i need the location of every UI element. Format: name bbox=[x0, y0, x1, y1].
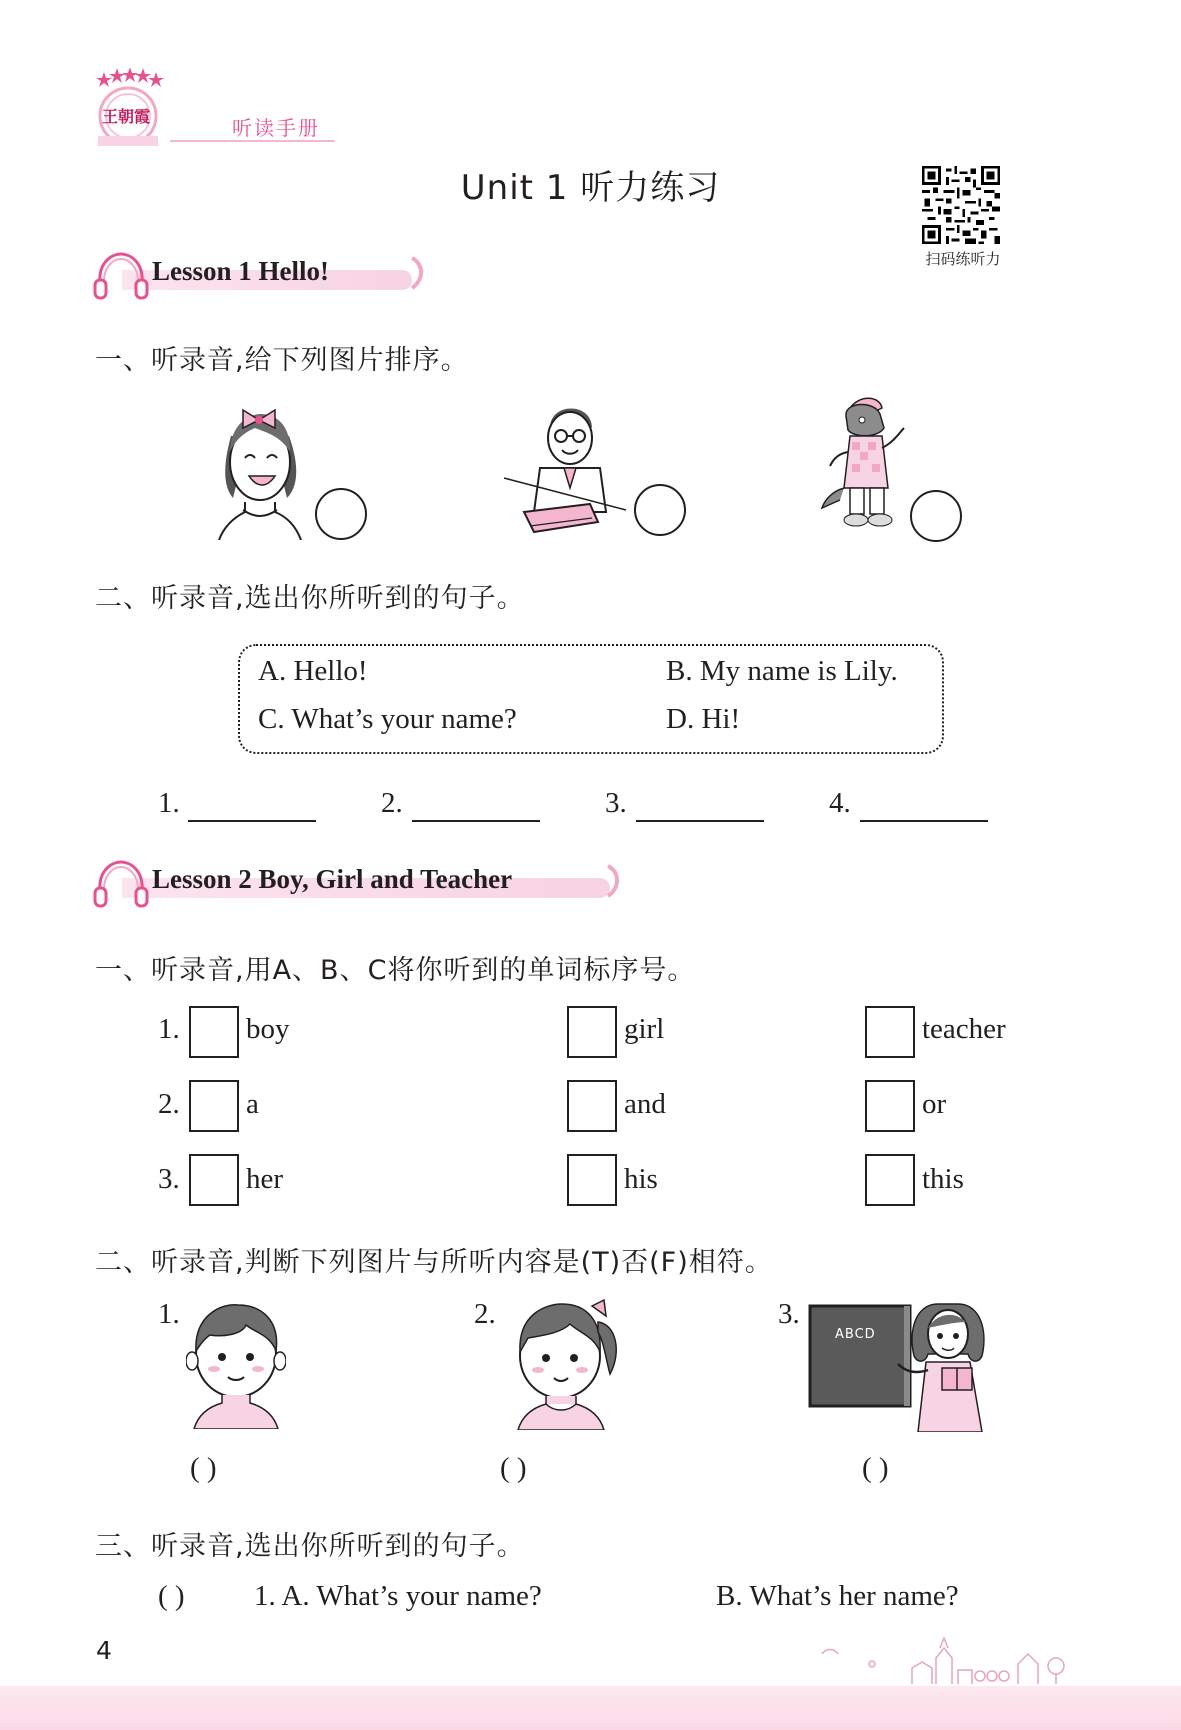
blackboard-text: ABCD bbox=[835, 1327, 876, 1342]
lesson2-question3: 三、听录音,选出你所听到的句子。 bbox=[95, 1531, 525, 1562]
teacher-illustration bbox=[896, 1300, 1000, 1432]
order-circle-2[interactable] bbox=[634, 484, 686, 536]
checkbox-girl[interactable] bbox=[567, 1006, 617, 1058]
lesson2-title: Lesson 2 Boy, Girl and Teacher bbox=[152, 864, 513, 894]
word-a: a bbox=[246, 1088, 259, 1120]
section-label: 听读手册 bbox=[232, 116, 320, 140]
unit-title: Unit 1 听力练习 bbox=[460, 168, 721, 208]
option-c: C. What’s your name? bbox=[258, 703, 517, 735]
checkbox-his[interactable] bbox=[567, 1154, 617, 1206]
tf-answer-3[interactable]: ( ) bbox=[862, 1452, 889, 1484]
lesson1-banner bbox=[92, 250, 432, 296]
row-number-3: 3. bbox=[158, 1163, 180, 1195]
banner-swoosh-icon bbox=[604, 862, 624, 898]
order-circle-1[interactable] bbox=[315, 488, 367, 540]
girl-face-illustration bbox=[506, 1292, 624, 1430]
lesson1-question2: 二、听录音,选出你所听到的句子。 bbox=[95, 583, 525, 614]
word-and: and bbox=[624, 1088, 666, 1120]
qr-code-icon[interactable] bbox=[922, 166, 1000, 244]
page-number: 4 bbox=[96, 1636, 112, 1665]
row-number-1: 1. bbox=[158, 1013, 180, 1045]
tf-answer-2[interactable]: ( ) bbox=[500, 1452, 527, 1484]
header-divider bbox=[170, 140, 335, 142]
lesson2-question2: 二、听录音,判断下列图片与所听内容是(T)否(F)相符。 bbox=[95, 1247, 773, 1278]
answer-blank-1[interactable] bbox=[188, 820, 316, 822]
picture-number-2: 2. bbox=[474, 1298, 496, 1330]
dinosaur-illustration bbox=[820, 392, 920, 542]
checkbox-and[interactable] bbox=[567, 1080, 617, 1132]
picture-number-1: 1. bbox=[158, 1298, 180, 1330]
q3-option-b: B. What’s her name? bbox=[716, 1580, 959, 1612]
banner-swoosh-icon bbox=[408, 254, 428, 290]
order-circle-3[interactable] bbox=[910, 490, 962, 542]
footer-band bbox=[0, 1686, 1181, 1730]
option-d: D. Hi! bbox=[666, 703, 741, 735]
picture-number-3: 3. bbox=[778, 1298, 800, 1330]
blank-label-1: 1. bbox=[158, 787, 180, 819]
logo-text: 王朝霞 bbox=[102, 107, 151, 126]
word-or: or bbox=[922, 1088, 947, 1120]
footer-town-decoration bbox=[812, 1624, 1072, 1688]
row-number-2: 2. bbox=[158, 1088, 180, 1120]
word-girl: girl bbox=[624, 1013, 665, 1045]
checkbox-or[interactable] bbox=[865, 1080, 915, 1132]
checkbox-her[interactable] bbox=[189, 1154, 239, 1206]
headphones-icon bbox=[92, 250, 150, 302]
blank-label-3: 3. bbox=[605, 787, 627, 819]
lesson2-question1: 一、听录音,用A、B、C将你听到的单词标序号。 bbox=[95, 955, 696, 986]
boy-with-book-illustration bbox=[500, 392, 630, 542]
lesson2-banner bbox=[92, 858, 632, 904]
word-teacher: teacher bbox=[922, 1013, 1006, 1045]
checkbox-teacher[interactable] bbox=[865, 1006, 915, 1058]
q3-option-a: 1. A. What’s your name? bbox=[254, 1580, 542, 1612]
word-boy: boy bbox=[246, 1013, 290, 1045]
blank-label-4: 4. bbox=[829, 787, 851, 819]
option-b: B. My name is Lily. bbox=[666, 655, 898, 687]
q3-answer-1[interactable]: ( ) bbox=[158, 1580, 185, 1612]
word-his: his bbox=[624, 1163, 658, 1195]
girl-lily-illustration bbox=[215, 392, 305, 540]
checkbox-boy[interactable] bbox=[189, 1006, 239, 1058]
word-her: her bbox=[246, 1163, 284, 1195]
checkbox-a[interactable] bbox=[189, 1080, 239, 1132]
lesson1-question1: 一、听录音,给下列图片排序。 bbox=[95, 345, 469, 376]
word-this: this bbox=[922, 1163, 964, 1195]
answer-blank-3[interactable] bbox=[636, 820, 764, 822]
option-a: A. Hello! bbox=[258, 655, 368, 687]
boy-face-illustration bbox=[186, 1295, 286, 1429]
checkbox-this[interactable] bbox=[865, 1154, 915, 1206]
blank-label-2: 2. bbox=[381, 787, 403, 819]
lesson1-title: Lesson 1 Hello! bbox=[152, 256, 330, 286]
answer-blank-2[interactable] bbox=[412, 820, 540, 822]
headphones-icon bbox=[92, 858, 150, 910]
answer-blank-4[interactable] bbox=[860, 820, 988, 822]
tf-answer-1[interactable]: ( ) bbox=[190, 1452, 217, 1484]
qr-label: 扫码练听力 bbox=[925, 250, 1001, 268]
